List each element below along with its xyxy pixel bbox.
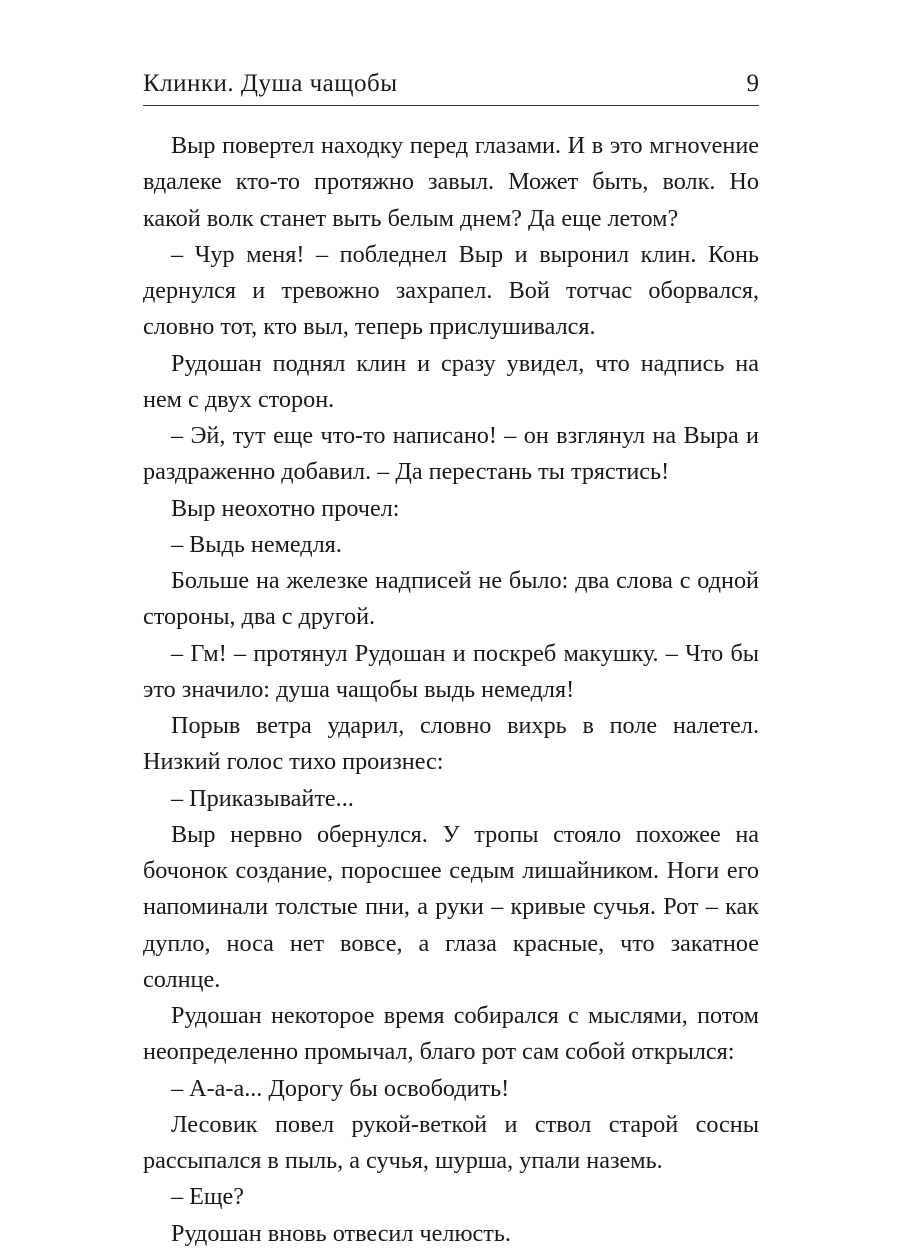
- paragraph: – Чур меня! – побледнел Выр и выронил клин. Конь дернулся и тревожно захрапел. Вой тотчас оборвался, словно тот, кто выл, теперь прислушивался.: [143, 240, 759, 341]
- paragraph: Выр повертел находку перед глазами. И в это мгноvение вдалеке кто-то протяжно завыл. Может быть, волк. Но какой волк станет выть белым днем? Да еще летом?: [143, 132, 759, 232]
- paragraph: Выр нервно обернулся. У тропы стояло похожее на бочонок создание, поросшее седым лишайником. Ноги его напоминали толстые пни, а руки – кривые сучья. Рот – как дупло, носа нет вовсе, а глаза красные, что закатное солнце.: [143, 820, 759, 993]
- header-rule: [143, 105, 759, 106]
- page-number: 9: [746, 70, 759, 97]
- paragraph: Рудошан некоторое время собирался с мыслями, потом неопределенно промычал, благо рот сам собой открылся:: [143, 1002, 759, 1066]
- paragraph: – Гм! – протянул Рудошан и поскреб макушку. – Что бы это значило: душа чащобы выдь немедля!: [143, 639, 759, 703]
- paragraph: – Приказывайте...: [171, 784, 354, 812]
- header-title: Клинки. Душа чащобы: [143, 70, 398, 97]
- paragraph: – Еще?: [171, 1183, 245, 1211]
- running-header: [143, 66, 759, 102]
- paragraph: Выр неохотно прочел:: [171, 494, 400, 522]
- paragraph: Лесовик повел рукой-веткой и ствол старой сосны рассыпался в пыль, а сучья, шурша, упали наземь.: [143, 1110, 759, 1174]
- paragraph: Порыв ветра ударил, словно вихрь в поле налетел. Низкий голос тихо произнес:: [143, 712, 759, 776]
- paragraph: Рудошан поднял клин и сразу увидел, что надпись на нем с двух сторон.: [143, 349, 759, 413]
- paragraph: – А-а-а... Дорогу бы освободить!: [171, 1074, 510, 1102]
- paragraph: Больше на железке надписей не было: два слова с одной стороны, два с другой.: [143, 567, 759, 631]
- paragraph: – Выдь немедля.: [171, 530, 342, 558]
- body-text: [143, 128, 759, 1252]
- paragraph: – Эй, тут еще что-то написано! – он взглянул на Выра и раздраженно добавил. – Да перестань ты трястись!: [143, 422, 759, 486]
- paragraph: Рудошан вновь отвесил челюсть.: [171, 1219, 511, 1247]
